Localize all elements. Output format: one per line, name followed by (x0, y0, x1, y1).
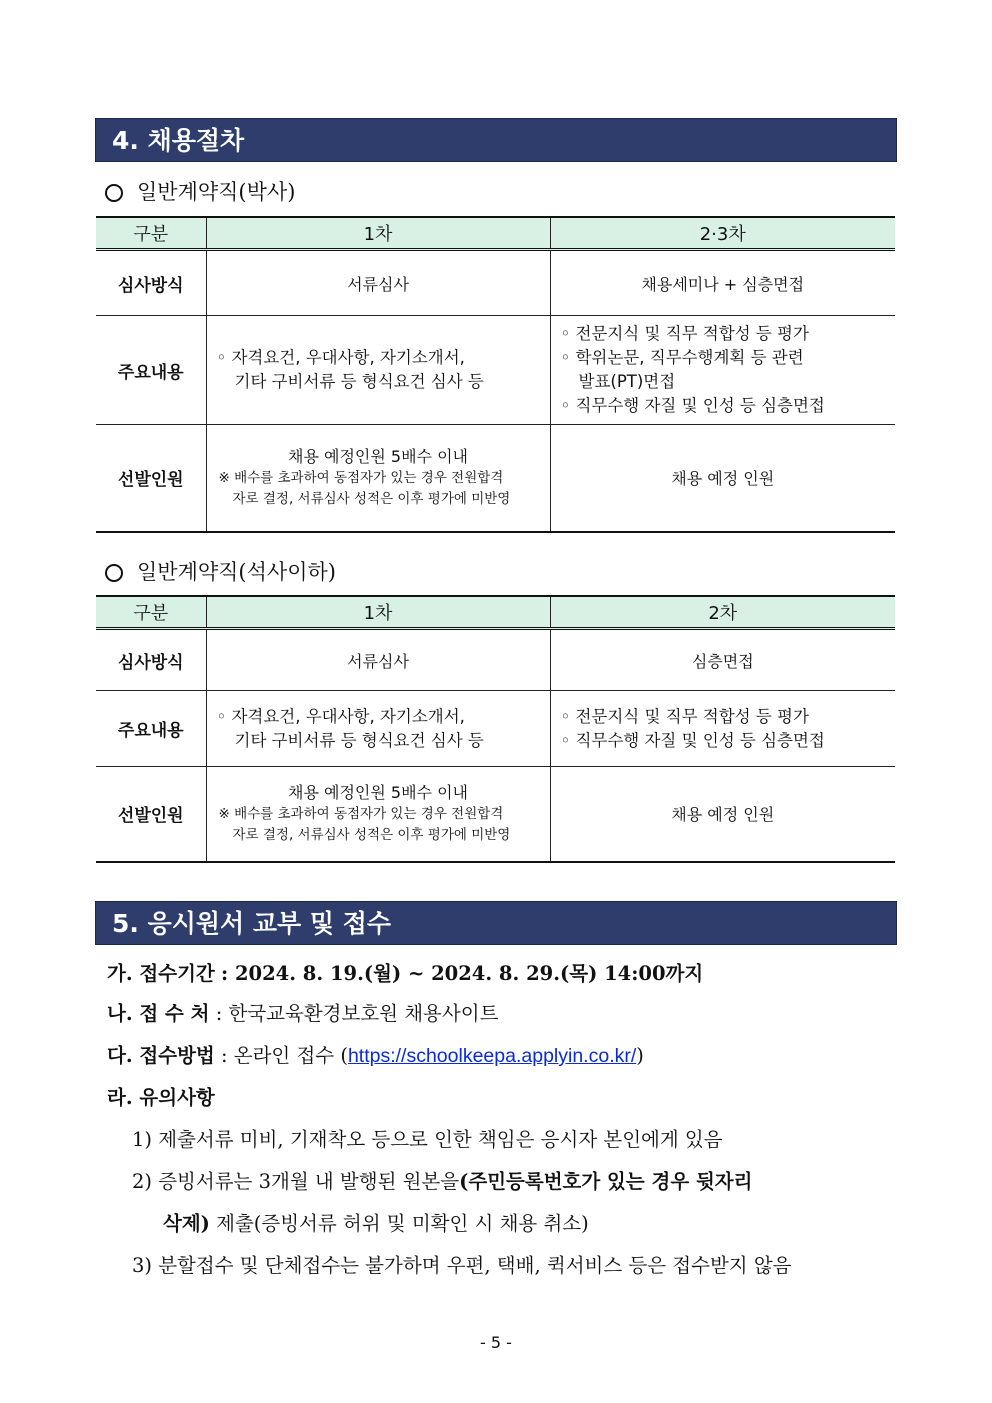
application-method (107, 1040, 644, 1068)
cell (206, 767, 550, 862)
bullet-line: ◦ 직무수행 자질 및 인성 등 심층면접 (560, 730, 825, 750)
period-value: : 2024. 8. 19.(월) ~ 2024. 8. 29.(목) 14:00까지 (220, 962, 704, 985)
method-suffix: ) (636, 1044, 644, 1067)
circle-bullet-icon (105, 184, 123, 202)
bullet-line: ◦ 직무수행 자질 및 인성 등 심층면접 (560, 396, 825, 415)
cell (206, 691, 550, 767)
table-header-row (96, 596, 895, 629)
table-doctoral (96, 216, 895, 533)
selection-main: 채용 예정인원 5배수 이내 (288, 782, 468, 802)
row-label: 심사방식 (96, 629, 206, 691)
table-row-content (96, 691, 895, 767)
header-stage-1: 1차 (206, 596, 550, 629)
table-2-caption (105, 556, 336, 586)
application-site-link[interactable]: https://schoolkeepa.applyin.co.kr/ (347, 1045, 637, 1067)
table-1-caption-text: 일반계약직(박사) (137, 180, 296, 204)
period-label: 가. 접수기간 (107, 962, 215, 985)
bullet-line: ◦ 자격요건, 우대사항, 자기소개서, (216, 706, 465, 726)
row-label: 주요내용 (96, 691, 206, 767)
table-row-selection (96, 767, 895, 862)
note-item-2 (132, 1166, 752, 1194)
notes-label (107, 1082, 215, 1110)
table-row-selection (96, 425, 895, 532)
application-place (107, 998, 498, 1026)
header-stage-1: 1차 (206, 217, 550, 250)
bullet-line: 기타 구비서류 등 형식요건 심사 등 (234, 372, 484, 391)
notes-label-text: 라. 유의사항 (107, 1086, 215, 1109)
table-2-caption-text: 일반계약직(석사이하) (137, 560, 336, 584)
table-header-row (96, 217, 895, 250)
cell: 채용 예정 인원 (550, 767, 895, 862)
place-label: 나. 접 수 처 (107, 1002, 210, 1025)
note-item-3: 3) 분할접수 및 단체접수는 불가하며 우편, 택배, 퀵서비스 등은 접수받지 않음 (132, 1254, 792, 1277)
selection-main: 채용 예정인원 5배수 이내 (288, 446, 468, 466)
cell: 심층면접 (550, 629, 895, 691)
cell (206, 425, 550, 532)
section-5-title: 5. 응시원서 교부 및 접수 (112, 909, 392, 938)
row-label: 선발인원 (96, 767, 206, 862)
cell: 서류심사 (206, 250, 550, 316)
bullet-line: ◦ 학위논문, 직무수행계획 등 관련 (560, 348, 804, 367)
cell: 서류심사 (206, 629, 550, 691)
header-category: 구분 (96, 596, 206, 629)
bullet-line: ◦ 전문지식 및 직무 적합성 등 평가 (560, 706, 809, 726)
cell (206, 316, 550, 425)
table-row-content (96, 316, 895, 425)
note-item-2-suffix: 제출(증빙서류 허위 및 미확인 시 채용 취소) (209, 1212, 589, 1235)
circle-bullet-icon (105, 564, 123, 582)
place-value: : 한국교육환경보호원 채용사이트 (215, 1002, 499, 1025)
table-1-caption (105, 176, 295, 206)
cell (550, 691, 895, 767)
row-label: 주요내용 (96, 316, 206, 425)
note-line: ※ 배수를 초과하여 동점자가 있는 경우 전원합격 (218, 805, 504, 822)
note-line: ※ 배수를 초과하여 동점자가 있는 경우 전원합격 (218, 469, 504, 486)
note-item-2-bold-cont: 삭제) (163, 1212, 210, 1235)
note-line: 자로 결정, 서류심사 성적은 이후 평가에 미반영 (232, 490, 511, 507)
table-masters (96, 595, 895, 863)
method-label: 다. 접수방법 (107, 1044, 215, 1067)
note-item-2-cont (163, 1208, 589, 1236)
cell: 채용세미나 + 심층면접 (550, 250, 895, 316)
note-item-2-prefix: 2) 증빙서류는 3개월 내 발행된 원본을 (132, 1170, 460, 1193)
section-4-title: 4. 채용절차 (112, 126, 245, 155)
header-stage-2: 2·3차 (550, 217, 895, 250)
note-line: 자로 결정, 서류심사 성적은 이후 평가에 미반영 (232, 826, 511, 843)
note-item-1: 1) 제출서류 미비, 기재착오 등으로 인한 책임은 응시자 본인에게 있음 (132, 1128, 723, 1151)
page-number: - 5 - (480, 1333, 512, 1352)
bullet-line: 기타 구비서류 등 형식요건 심사 등 (234, 730, 484, 750)
table-row-method (96, 629, 895, 691)
header-stage-2: 2차 (550, 596, 895, 629)
bullet-line: ◦ 전문지식 및 직무 적합성 등 평가 (560, 324, 809, 343)
header-category: 구분 (96, 217, 206, 250)
application-period (107, 958, 703, 986)
table-row-method (96, 250, 895, 316)
bullet-line: 발표(PT)면접 (578, 372, 676, 391)
section-4-header (95, 118, 897, 162)
row-label: 심사방식 (96, 250, 206, 316)
cell: 채용 예정 인원 (550, 425, 895, 532)
cell (550, 316, 895, 425)
bullet-line: ◦ 자격요건, 우대사항, 자기소개서, (216, 348, 465, 367)
method-prefix: : 온라인 접수 ( (220, 1044, 348, 1067)
row-label: 선발인원 (96, 425, 206, 532)
section-5-header (95, 901, 897, 945)
note-item-2-bold: (주민등록번호가 있는 경우 뒷자리 (459, 1170, 753, 1193)
